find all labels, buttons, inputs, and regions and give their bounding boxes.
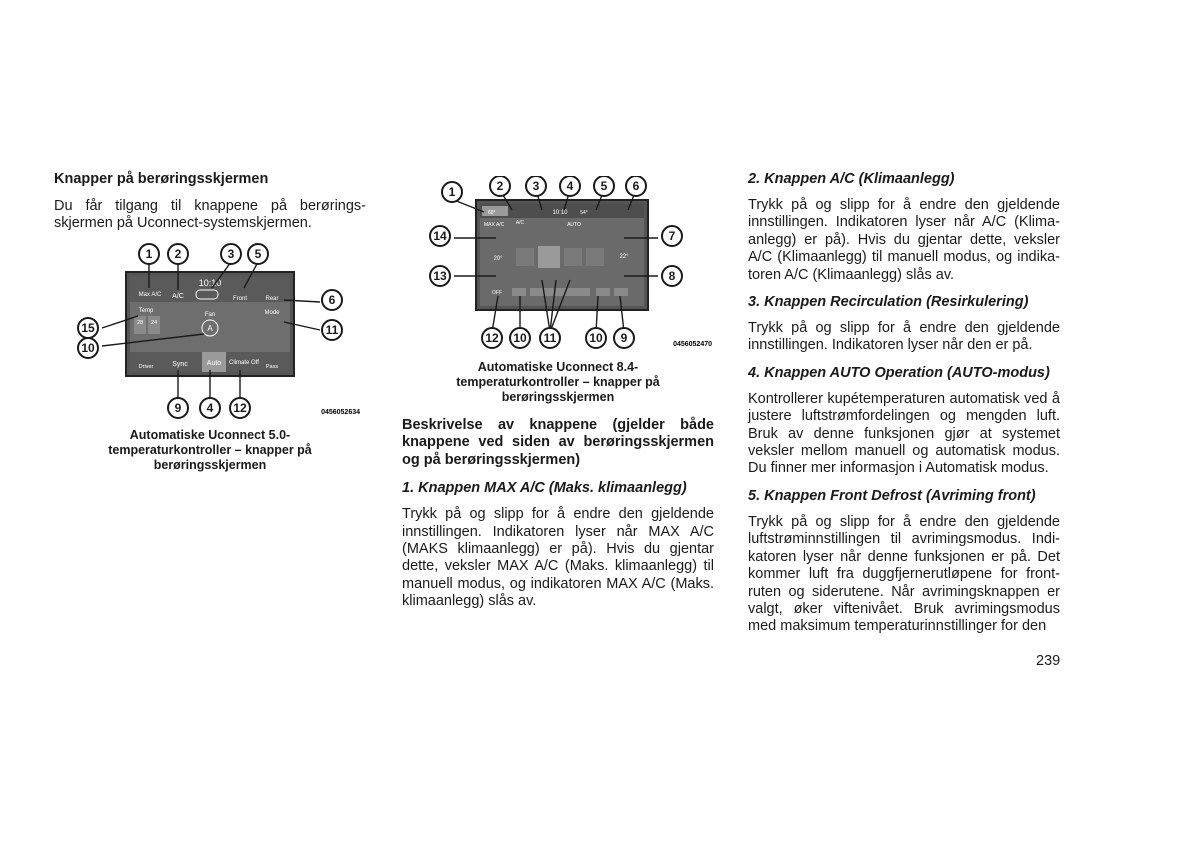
svg-text:12: 12 (485, 331, 499, 345)
figure-caption-line: temperaturkontroller – knapper på (108, 442, 312, 457)
screen-climate-off: Climate Off (229, 359, 259, 366)
svg-text:15: 15 (81, 320, 95, 335)
svg-text:10: 10 (81, 340, 95, 355)
uconnect-84-figure (402, 176, 714, 352)
column-right (748, 170, 1060, 636)
item-4-body: Kontrollerer kupétemperaturen automatisk ved å justere luftstrømfordelingen og mengden luft. Bruk av denne funksjonen gjør at systemet veksler mellom manuell og automatisk modus. Du finner mer informasjon i Automatisk modus. (748, 390, 1060, 477)
svg-text:5: 5 (254, 246, 262, 261)
item-1-title: 1. Knappen MAX A/C (Maks. klimaanlegg) (402, 480, 687, 497)
svg-text:12: 12 (233, 400, 247, 415)
screen-max-ac: MAX A/C (484, 222, 505, 228)
figure-caption-line: Automatiske Uconnect 5.0- (129, 427, 291, 442)
item-5-body: Trykk på og slipp for å endre den gjeldende luftstrøminnstillingen til avrimingsmodus. Indi-katoren lyser når denne funksjonen er på. Det kommer luft fra duggfjernerutløpene for front-ruten og siderutene. Når avrimingsknappen er valgt, øker viftenivået. Bruk avrimingsmodus med maksimum temperaturinnstillinger for den (748, 513, 1060, 635)
item-3-body: Trykk på og slipp for å endre den gjeldende innstillingen. Indikatoren lyser når den er på. (748, 320, 1060, 354)
svg-text:6: 6 (632, 179, 640, 193)
item-2-title: 2. Knappen A/C (Klimaanlegg) (748, 171, 955, 187)
screen-off: OFF (492, 290, 502, 296)
figure-caption-line: Automatiske Uconnect 8.4- (477, 360, 639, 374)
svg-text:3: 3 (227, 246, 235, 261)
svg-text:8: 8 (668, 269, 676, 283)
screen-front: Front (232, 295, 248, 302)
item-2-body: Trykk på og slipp for å endre den gjeldende innstillingen. Indikatoren lyser når A/C (Klima-anlegg) er på). Hvis du gjentar dette, veksler A/C (Klimaanlegg) til manuell modus, og indika-toren A/C (Klimaanlegg) slås av. (748, 197, 1060, 283)
screen-auto: AUTO (567, 222, 581, 228)
svg-text:9: 9 (174, 400, 182, 415)
svg-text:5: 5 (600, 179, 608, 193)
column-middle (402, 176, 714, 620)
screen-temp: Temp (138, 307, 154, 314)
column-left (54, 170, 366, 473)
screen-fan-mode: A (207, 323, 213, 333)
svg-text:1: 1 (145, 246, 153, 261)
intro-paragraph: Du får tilgang til knappene på berørings-skjermen på Uconnect-systemskjermen. (54, 198, 366, 232)
item-5-title: 5. Knappen Front Defrost (Avriming front) (748, 487, 1036, 504)
svg-text:1: 1 (448, 185, 456, 199)
svg-text:9: 9 (620, 331, 628, 345)
screen-ac: A/C (515, 220, 525, 226)
svg-text:2: 2 (496, 179, 504, 193)
item-1-body: Trykk på og slipp for å endre den gjeldende innstillingen. Indikatoren lyser når MAX A/C (MAKS klimaanlegg) er på). Hvis du gjentar dette, veksler MAX A/C (Maks. klimaanlegg) til manuell modus, og indikatoren MAX A/C (Maks. klimaanlegg) slås av. (402, 506, 714, 610)
svg-text:14: 14 (433, 229, 447, 243)
figure-code: 0456052470 (673, 341, 712, 348)
uconnect-5-diagram (54, 242, 366, 422)
screen-temp-left: 20° (493, 256, 503, 262)
svg-text:4: 4 (566, 179, 574, 193)
svg-text:2: 2 (174, 246, 182, 261)
figure-caption-line: temperaturkontroller – knapper på (456, 375, 660, 389)
screen-rear: Rear (265, 295, 279, 302)
uconnect-5-figure (54, 242, 366, 422)
figure-code: 0456052634 (321, 408, 360, 416)
mode-button-active (538, 246, 560, 268)
svg-text:10: 10 (513, 331, 527, 345)
screen-max-ac: Max A/C (138, 291, 162, 298)
screen-top-temp: 54° (580, 210, 588, 216)
screen-mode: Mode (264, 309, 280, 316)
svg-text:13: 13 (433, 269, 447, 283)
screen-temp-right: 24 (150, 319, 158, 326)
svg-text:11: 11 (325, 322, 339, 337)
screen-driver: Driver (138, 363, 154, 370)
screen-fan: Fan (204, 311, 216, 318)
screen-ac: A/C (172, 292, 184, 300)
svg-text:6: 6 (328, 292, 336, 307)
screen-auto: Auto (206, 359, 222, 367)
screen-temp-right: 22° (619, 254, 629, 260)
section-title: Beskrivelse av knappene (gjelder både knappene ved siden av berøringsskjermen og på berøringsskjermen) (402, 417, 714, 468)
figure-caption-line: berøringsskjermen (153, 457, 267, 472)
screen-sync: Sync (172, 360, 188, 368)
screen-pass: Pass (265, 363, 279, 370)
screen-temp-left: 28 (136, 319, 144, 326)
svg-text:7: 7 (668, 229, 676, 243)
section-heading: Knapper på berøringsskjermen (54, 171, 269, 187)
svg-text:11: 11 (543, 331, 557, 345)
svg-text:4: 4 (206, 400, 214, 415)
screen-time: 10:10 (198, 277, 222, 288)
svg-text:10: 10 (589, 331, 603, 345)
figure-caption-line: berøringsskjermen (501, 390, 615, 404)
svg-text:3: 3 (532, 179, 540, 193)
page-number: 239 (1036, 653, 1061, 669)
item-4-title: 4. Knappen AUTO Operation (AUTO-modus) (748, 364, 1050, 381)
item-3-title: 3. Knappen Recirculation (Resirkulering) (748, 294, 1029, 311)
screen-outside-temp: 68° (488, 210, 496, 216)
screen-time: 10:10 (552, 210, 568, 216)
uconnect-84-diagram (402, 176, 714, 352)
